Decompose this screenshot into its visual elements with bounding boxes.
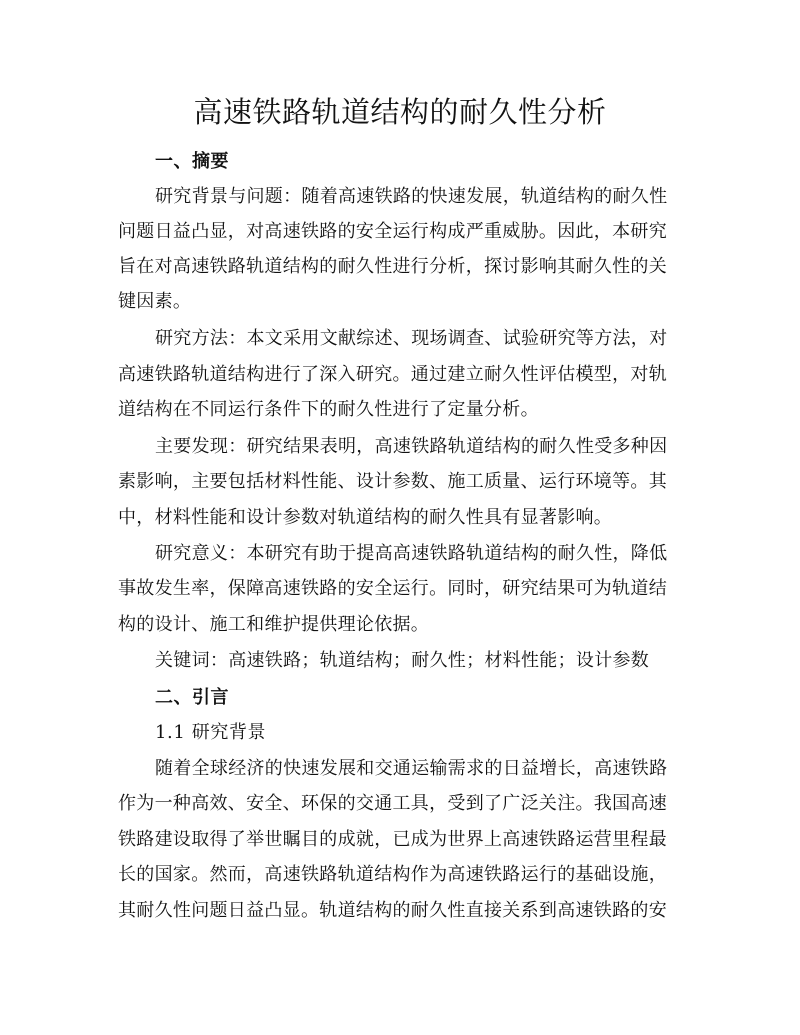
intro-background-line: 长的国家。然而，高速铁路轨道结构作为高速铁路运行的基础设施， — [118, 864, 667, 885]
abstract-methods-line: 道结构在不同运行条件下的耐久性进行了定量分析。 — [118, 399, 539, 420]
abstract-background-line: 旨在对高速铁路轨道结构的耐久性进行分析，探讨影响其耐久性的关 — [118, 256, 667, 277]
abstract-significance-line: 研究意义：本研究有助于提高高速铁路轨道结构的耐久性，降低 — [155, 543, 668, 564]
intro-heading: 二、引言 — [155, 687, 229, 708]
intro-sub-heading: 1.1 研究背景 — [155, 722, 267, 743]
abstract-background-line: 研究背景与问题：随着高速铁路的快速发展，轨道结构的耐久性 — [155, 186, 668, 207]
intro-background-line: 其耐久性问题日益凸显。轨道结构的耐久性直接关系到高速铁路的安 — [118, 900, 667, 921]
abstract-findings-line: 素影响，主要包括材料性能、设计参数、施工质量、运行环境等。其 — [118, 471, 667, 492]
abstract-findings-line: 主要发现：研究结果表明，高速铁路轨道结构的耐久性受多种因 — [155, 436, 668, 457]
intro-background-line: 随着全球经济的快速发展和交通运输需求的日益增长，高速铁路 — [155, 758, 668, 779]
abstract-significance-line: 构的设计、施工和维护提供理论依据。 — [118, 614, 430, 635]
abstract-findings-line: 中，材料性能和设计参数对轨道结构的耐久性具有显著影响。 — [118, 507, 613, 528]
keywords-line: 关键词：高速铁路；轨道结构；耐久性；材料性能；设计参数 — [155, 650, 650, 671]
intro-background-line: 作为一种高效、安全、环保的交通工具，受到了广泛关注。我国高速 — [118, 793, 667, 814]
abstract-background-line: 键因素。 — [118, 291, 192, 312]
abstract-background-line: 问题日益凸显，对高速铁路的安全运行构成严重威胁。因此，本研究 — [118, 221, 667, 242]
abstract-methods-line: 高速铁路轨道结构进行了深入研究。通过建立耐久性评估模型，对轨 — [118, 364, 667, 385]
abstract-significance-line: 事故发生率，保障高速铁路的安全运行。同时，研究结果可为轨道结 — [118, 578, 667, 599]
document-title: 高速铁路轨道结构的耐久性分析 — [193, 95, 607, 129]
abstract-heading: 一、摘要 — [155, 151, 229, 172]
abstract-methods-line: 研究方法：本文采用文献综述、现场调查、试验研究等方法，对 — [155, 328, 668, 349]
intro-background-line: 铁路建设取得了举世瞩目的成就，已成为世界上高速铁路运营里程最 — [118, 829, 667, 850]
